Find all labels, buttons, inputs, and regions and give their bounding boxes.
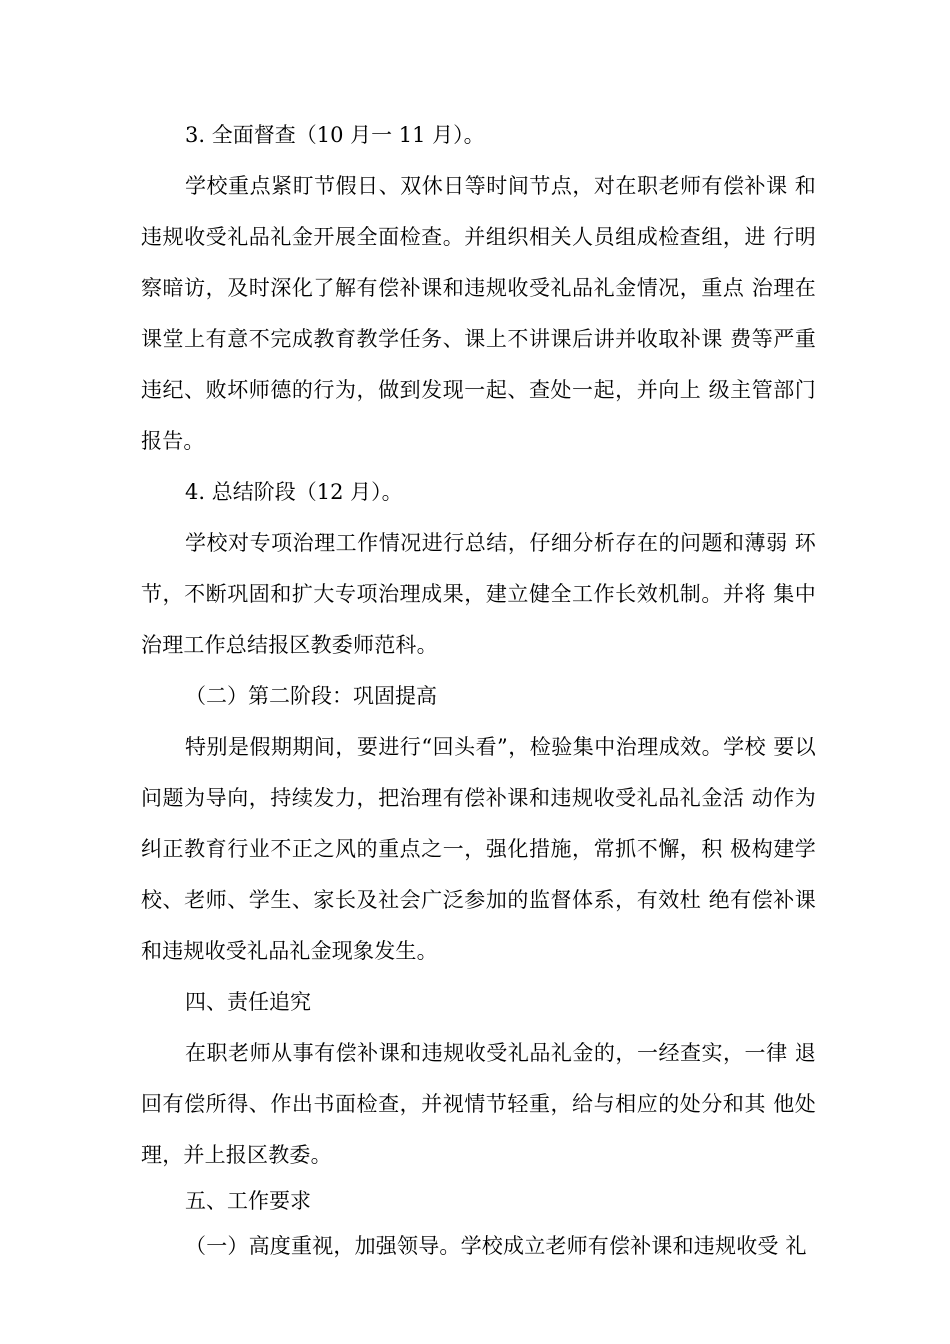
- section-heading-accountability: 四、责任追究: [185, 990, 311, 1014]
- section-heading-work-requirements: 五、工作要求: [185, 1189, 311, 1213]
- section-heading-summary-stage: 4. 总结阶段（12 月）。: [185, 480, 403, 504]
- paragraph-full-inspection: 学校重点紧盯节假日、双休日等时间节点，对在职老师有偿补课 和违规收受礼品礼金开展全面检查。并组织相关人员组成检查组，进 行明察暗访，及时深化了解有偿补课和违规收受礼品礼金情况，重点 治理在课堂上有意不完成教育教学任务、课上不讲课后讲并收取补课 费等严重违纪、败坏师德的行为，做到发现一起、查处一起，并向上 级主管部门报告。: [141, 174, 816, 453]
- paragraph-work-requirements: （一）高度重视，加强领导。学校成立老师有偿补课和违规收受 礼: [185, 1234, 807, 1258]
- paragraph-summary-stage: 学校对专项治理工作情况进行总结，仔细分析存在的问题和薄弱 环节，不断巩固和扩大专项治理成果，建立健全工作长效机制。并将 集中治理工作总结报区教委师范科。: [141, 531, 816, 657]
- document-body: [141, 110, 816, 1272]
- paragraph-accountability: 在职老师从事有偿补课和违规收受礼品礼金的，一经查实，一律 退回有偿所得、作出书面检查，并视情节轻重，给与相应的处分和其 他处理，并上报区教委。: [141, 1041, 816, 1167]
- section-heading-full-inspection: 3. 全面督查（10 月一 11 月）。: [185, 123, 485, 147]
- section-heading-second-stage: （二）第二阶段：巩固提高: [185, 684, 437, 708]
- paragraph-second-stage: 特别是假期期间，要进行“回头看”，检验集中治理成效。学校 要以问题为导向，持续发力，把治理有偿补课和违规收受礼品礼金活 动作为纠正教育行业不正之风的重点之一，强化措施，常抓不懈，积 极构建学校、老师、学生、家长及社会广泛参加的监督体系，有效杜 绝有偿补课和违规收受礼品礼金现象发生。: [141, 735, 816, 963]
